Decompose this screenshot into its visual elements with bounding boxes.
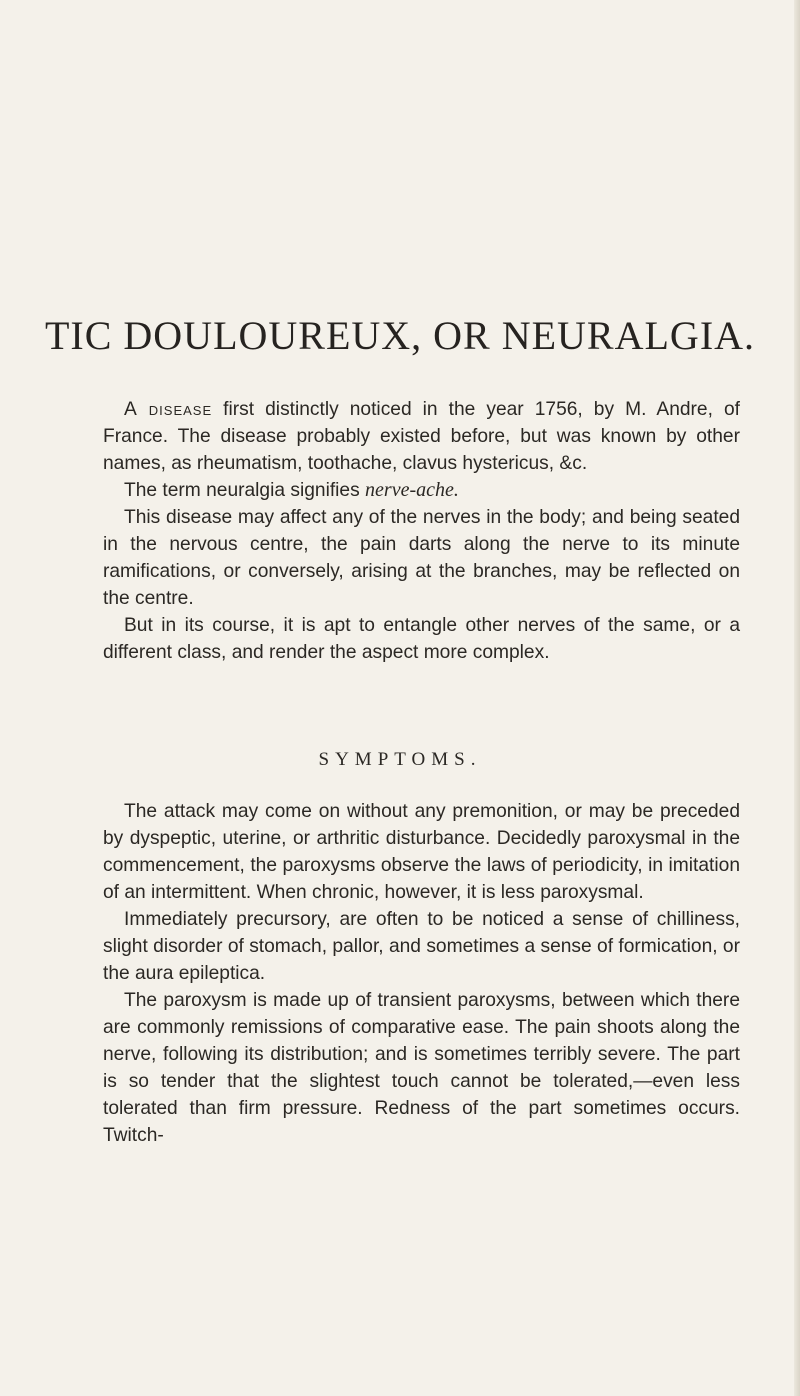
drop-words: A disease <box>124 399 213 420</box>
emphasis-term: nerve-ache. <box>365 479 459 501</box>
symptoms-paragraph-1: The attack may come on without any premonition, or may be preceded by dyspeptic, uterine, or arthritic disturbance. Decidedly paroxysmal in the commencement, the paroxysms observe the laws of periodicity, in imitation of an intermittent. When chronic, however, it is less paroxysmal. <box>103 801 740 903</box>
intro-section <box>103 396 740 666</box>
intro-paragraph-3: This disease may affect any of the nerves in the body; and being seated in the nervous centre, the pain darts along the nerve to its minute ramifications, or conversely, arising at the branches, may be reflected on the centre. <box>103 507 740 609</box>
chapter-title: TIC DOULOUREUX, OR NEURALGIA. <box>44 313 756 358</box>
symptoms-paragraph-3: The paroxysm is made up of transient paroxysms, between which there are commonly remissions of comparative ease. The pain shoots along the nerve, following its distribution; and is sometimes terribly severe. The part is so tender that the slightest touch cannot be tolerated,—even less tolerated than firm pressure. Redness of the part sometimes occurs. Twitch- <box>103 990 740 1146</box>
intro-paragraph-2 <box>103 477 740 504</box>
section-heading-symptoms: SYMPTOMS. <box>318 749 482 770</box>
page-edge <box>794 0 800 1396</box>
intro-paragraph-2-text: The term neuralgia signifies <box>124 480 366 501</box>
intro-paragraph-4: But in its course, it is apt to entangle other nerves of the same, or a different class, and render the aspect more complex. <box>103 615 740 663</box>
intro-paragraph-1-text: first distinctly noticed in the year 1756, by M. Andre, of France. The disease probably existed before, but was known by other names, as rheumatism, toothache, clavus hystericus, &c. <box>103 399 740 474</box>
intro-paragraph-1 <box>103 396 740 477</box>
symptoms-paragraph-2: Immediately precursory, are often to be noticed a sense of chilliness, slight disorder of stomach, pallor, and sometimes a sense of formication, or the aura epileptica. <box>103 909 740 984</box>
symptoms-section <box>103 798 740 1149</box>
